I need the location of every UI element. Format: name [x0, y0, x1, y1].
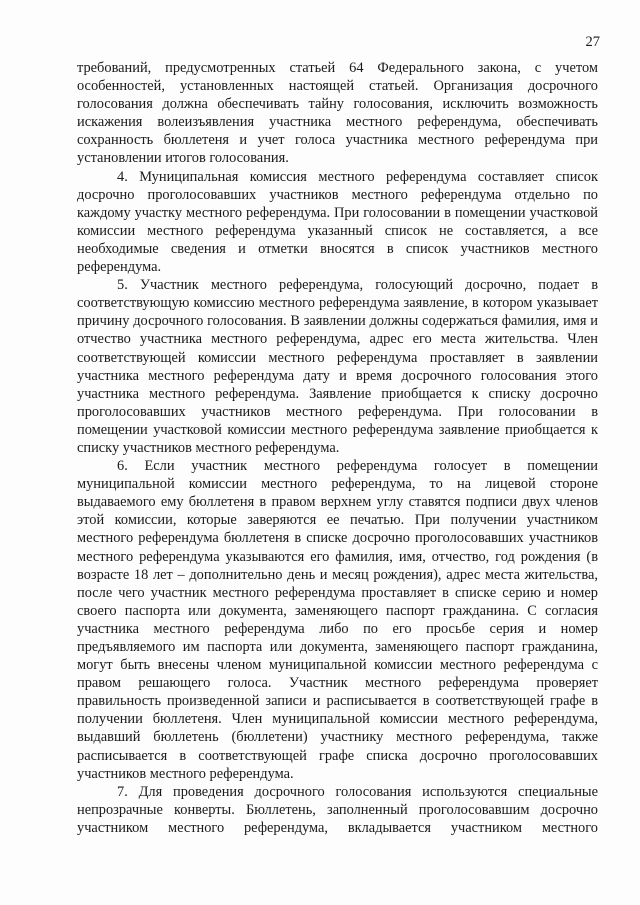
paragraph-continued: требований, предусмотренных статьей 64 Федерального закона, с учетом особенностей, установленных настоящей статьей. Организация досрочного голосования должна обеспечивать тайну голосования, исключить возможность искажения волеизъявления участника местного референдума, обеспечивать сохранность бюллетеня и учет голоса участника местного референдума при установлении итогов голосования. — [77, 60, 598, 167]
page-number: 27 — [585, 34, 600, 50]
paragraph-item-6: 6. Если участник местного референдума голосует в помещении муниципальной комиссии местного референдума, то на лицевой стороне выдаваемого ему бюллетеня в правом верхнем углу ставятся подписи двух членов этой комиссии, которые заверяются ее печатью. При получении участником местного референдума бюллетеня в списке досрочно проголосовавших участников местного референдума указываются его фамилия, имя, отчество, год рождения (в возрасте 18 лет – дополнительно день и месяц рождения), адрес места жительства, после чего участник местного референдума проставляет в списке серию и номер своего паспорта или документа, заменяющего паспорт гражданина. С согласия участника местного референдума либо по его просьбе серия и номер предъявляемого им паспорта или документа, заменяющего паспорт гражданина, могут быть внесены членом муниципальной комиссии местного референдума с правом решающего голоса. Участник местного референдума проверяет правильность произведенной записи и расписывается в соответствующей графе в получении бюллетеня. Член муниципальной комиссии местного референдума, выдавший бюллетень (бюллетени) участнику местного референдума, также расписывается в соответствующей графе списка досрочно проголосовавших участников местного референдума. — [77, 458, 598, 782]
document-body — [77, 59, 598, 837]
paragraph-item-7: 7. Для проведения досрочного голосования используются специальные непрозрачные конверты. Бюллетень, заполненный проголосовавшим досрочно участником местного референдума, вкладывается участником местного — [77, 783, 598, 836]
paragraph-item-5: 5. Участник местного референдума, голосующий досрочно, подает в соответствующую комиссию местного референдума заявление, в котором указывает причину досрочного голосования. В заявлении должны содержаться фамилия, имя и отчество участника местного референдума, адрес его места жительства. Член соответствующей комиссии местного референдума проставляет в заявлении участника местного референдума дату и время досрочного голосования этого участника местного референдума. Заявление приобщается к списку досрочно проголосовавших участников местного референдума. При голосовании в помещении участковой комиссии местного референдума заявление приобщается к списку участников местного референдума. — [77, 277, 598, 456]
paragraph-item-4: 4. Муниципальная комиссия местного референдума составляет список досрочно проголосовавших участников местного референдума отдельно по каждому участку местного референдума. При голосовании в помещении участковой комиссии местного референдума указанный список не составляется, а все необходимые сведения и отметки вносятся в список участников местного референдума. — [77, 168, 598, 276]
